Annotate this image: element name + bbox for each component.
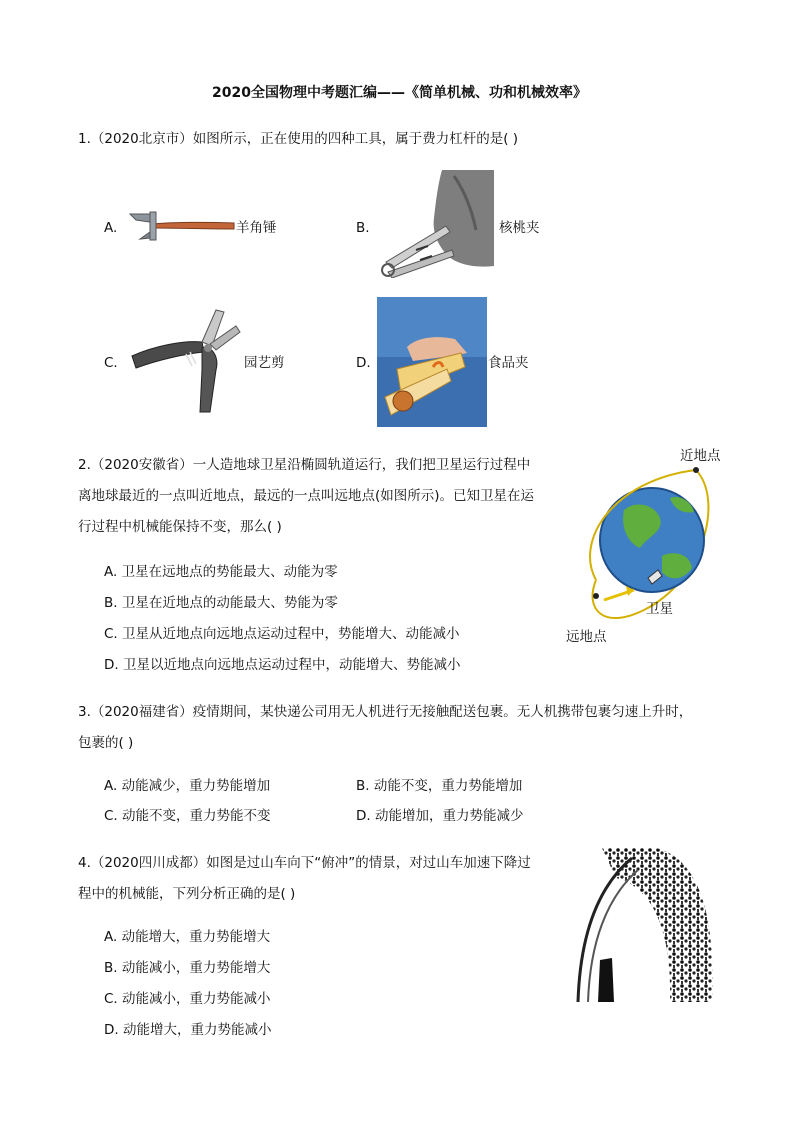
food-tongs-image — [377, 297, 487, 427]
page-title: 2020全国物理中考题汇编——《简单机械、功和机械效率》 — [212, 85, 587, 101]
question-1-stem: 1.（2020北京市）如图所示，正在使用的四种工具，属于费力杠杆的是( ) — [78, 131, 519, 147]
q1-option-a-label: 羊角锤 — [236, 220, 277, 236]
q4-option-c: C. 动能减小，重力势能减小 — [104, 991, 271, 1007]
apogee-label: 远地点 — [566, 629, 607, 645]
question-3-stem-line-2: 包裹的( ) — [78, 735, 134, 751]
q3-option-c: C. 动能不变，重力势能不变 — [104, 808, 271, 824]
q4-option-a: A. 动能增大，重力势能增大 — [104, 929, 271, 945]
q4-option-b: B. 动能减小，重力势能增大 — [104, 960, 271, 976]
q3-option-d: D. 动能增加，重力势能减少 — [356, 808, 524, 824]
question-2-stem-line-2: 离地球最近的一点叫近地点，最远的一点叫远地点(如图所示)。已知卫星在运 — [78, 488, 535, 504]
garden-shears-image — [124, 304, 242, 414]
apogee-dot — [593, 593, 599, 599]
nutcracker-image — [376, 170, 494, 278]
q1-option-d-letter: D. — [356, 355, 371, 371]
q1-option-b-label: 核桃夹 — [499, 220, 540, 236]
q1-option-c-letter: C. — [104, 355, 118, 371]
perigee-dot — [693, 467, 699, 473]
satellite-label: 卫星 — [646, 601, 673, 617]
hammer-image — [126, 206, 236, 242]
q2-option-d: D. 卫星以近地点向远地点运动过程中，动能增大、势能减小 — [104, 657, 461, 673]
q1-option-c-label: 园艺剪 — [244, 355, 285, 371]
perigee-label: 近地点 — [680, 448, 721, 464]
q1-option-d-label: 食品夹 — [488, 355, 529, 371]
roller-coaster-image — [576, 848, 716, 1002]
q3-option-b: B. 动能不变，重力势能增加 — [356, 778, 523, 794]
q2-option-b: B. 卫星在近地点的动能最大、势能为零 — [104, 595, 338, 611]
q3-option-a: A. 动能减少，重力势能增加 — [104, 778, 271, 794]
question-4-stem-line-2: 程中的机械能，下列分析正确的是( ) — [78, 886, 296, 902]
question-2-stem-line-3: 行过程中机械能保持不变，那么( ) — [78, 519, 282, 535]
question-3-stem-line-1: 3.（2020福建省）疫情期间，某快递公司用无人机进行无接触配送包裹。无人机携带包裹匀速上升时， — [78, 704, 693, 720]
q4-option-d: D. 动能增大，重力势能减小 — [104, 1022, 272, 1038]
q2-option-a: A. 卫星在远地点的势能最大、动能为零 — [104, 564, 338, 580]
question-4-stem-line-1: 4.（2020四川成都）如图是过山车向下“俯冲”的情景，对过山车加速下降过 — [78, 855, 531, 871]
q1-option-a-letter: A. — [104, 220, 118, 236]
q1-option-b-letter: B. — [356, 220, 370, 236]
q2-option-c: C. 卫星从近地点向远地点运动过程中，势能增大、动能减小 — [104, 626, 460, 642]
question-2-stem-line-1: 2.（2020安徽省）一人造地球卫星沿椭圆轨道运行，我们把卫星运行过程中 — [78, 457, 531, 473]
